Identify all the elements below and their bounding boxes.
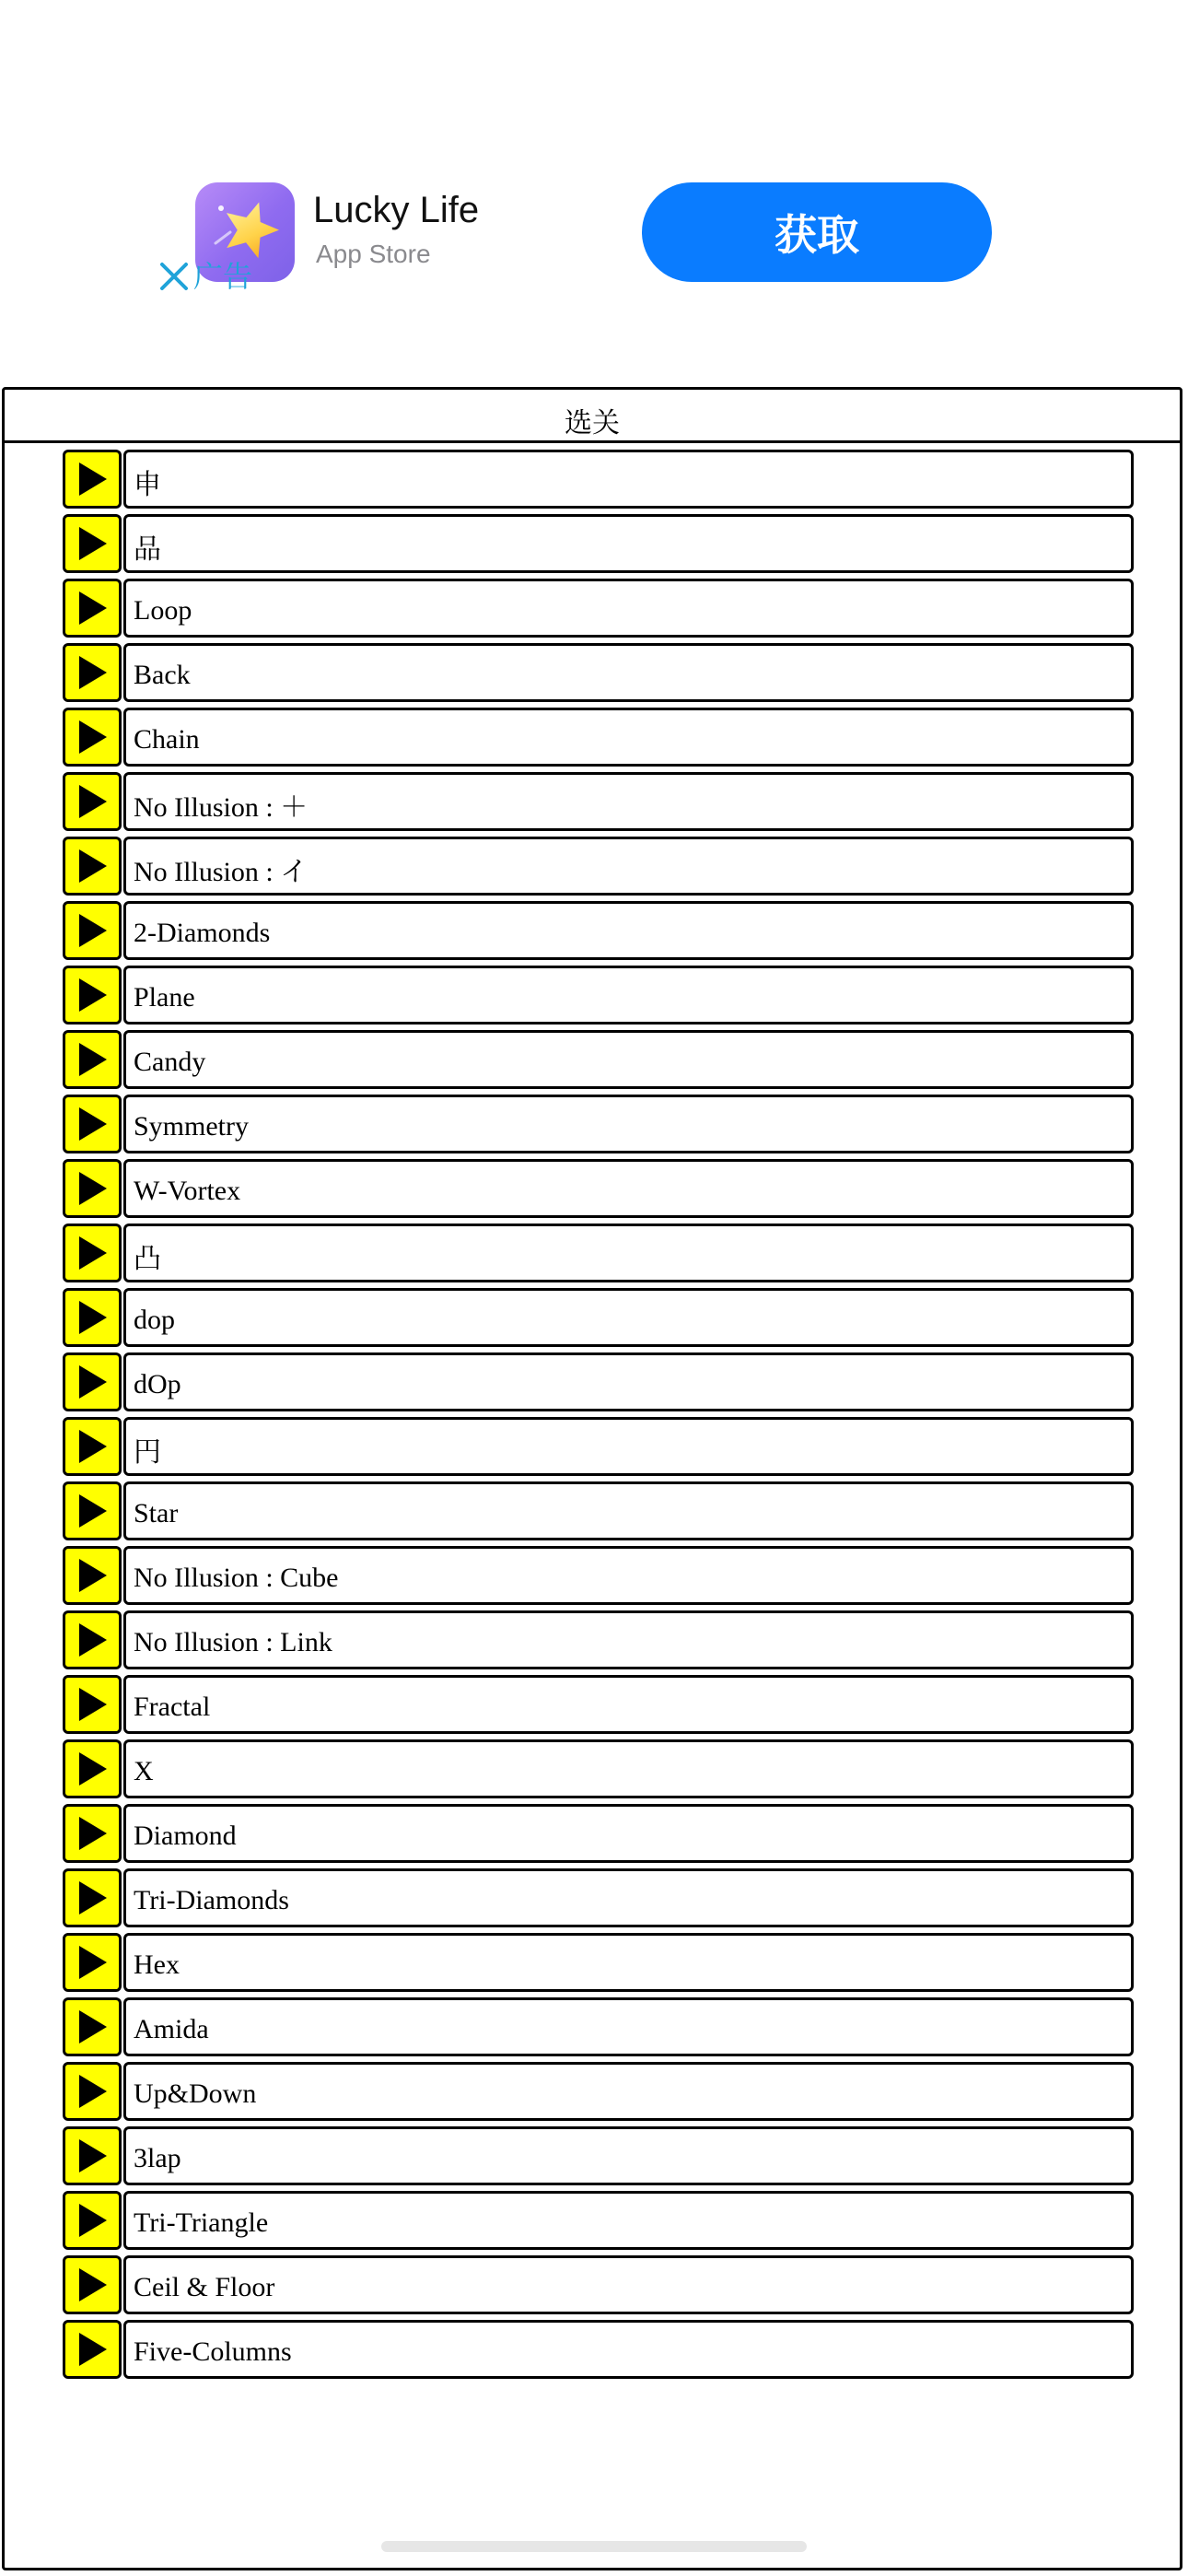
list-item[interactable] bbox=[63, 2255, 1134, 2320]
play-icon bbox=[76, 1557, 109, 1594]
level-name[interactable]: Loop bbox=[123, 579, 1134, 638]
play-button[interactable] bbox=[63, 2191, 122, 2250]
list-item[interactable] bbox=[63, 1739, 1134, 1804]
list-item[interactable] bbox=[63, 966, 1134, 1030]
play-icon bbox=[76, 525, 109, 562]
play-button[interactable] bbox=[63, 1159, 122, 1218]
play-button[interactable] bbox=[63, 1997, 122, 2056]
level-name[interactable]: Symmetry bbox=[123, 1095, 1134, 1153]
level-name[interactable]: Fractal bbox=[123, 1675, 1134, 1734]
play-button[interactable] bbox=[63, 1933, 122, 1992]
play-button[interactable] bbox=[63, 2255, 122, 2314]
play-button[interactable] bbox=[63, 2320, 122, 2379]
level-name[interactable]: 円 bbox=[123, 1417, 1134, 1476]
play-button[interactable] bbox=[63, 708, 122, 767]
level-name[interactable]: Plane bbox=[123, 966, 1134, 1025]
play-icon bbox=[76, 590, 109, 626]
list-item[interactable] bbox=[63, 1804, 1134, 1868]
level-name[interactable]: Star bbox=[123, 1481, 1134, 1540]
play-icon bbox=[76, 1106, 109, 1142]
close-icon[interactable] bbox=[158, 261, 190, 292]
list-item[interactable] bbox=[63, 2320, 1134, 2384]
level-name[interactable]: Diamond bbox=[123, 1804, 1134, 1863]
play-icon bbox=[76, 977, 109, 1013]
list-item[interactable] bbox=[63, 2062, 1134, 2126]
play-button[interactable] bbox=[63, 1288, 122, 1347]
play-button[interactable] bbox=[63, 1546, 122, 1605]
level-name[interactable]: 3lap bbox=[123, 2126, 1134, 2185]
play-icon bbox=[76, 1493, 109, 1529]
play-button[interactable] bbox=[63, 514, 122, 573]
play-icon bbox=[76, 1686, 109, 1723]
play-button[interactable] bbox=[63, 772, 122, 831]
list-item[interactable] bbox=[63, 708, 1134, 772]
ad-label[interactable] bbox=[158, 258, 252, 295]
list-item[interactable] bbox=[63, 1675, 1134, 1739]
level-select-panel bbox=[2, 387, 1182, 2570]
get-button[interactable]: 获取 bbox=[642, 182, 992, 282]
page-title: 选关 bbox=[565, 407, 620, 439]
play-button[interactable] bbox=[63, 2062, 122, 2121]
list-item[interactable] bbox=[63, 837, 1134, 901]
level-name[interactable]: Chain bbox=[123, 708, 1134, 767]
list-item[interactable] bbox=[63, 2126, 1134, 2191]
level-name[interactable]: No Illusion : Cube bbox=[123, 1546, 1134, 1605]
play-icon bbox=[76, 1235, 109, 1271]
play-icon bbox=[76, 2073, 109, 2110]
play-button[interactable] bbox=[63, 1030, 122, 1089]
play-button[interactable] bbox=[63, 837, 122, 896]
level-name[interactable]: Tri-Triangle bbox=[123, 2191, 1134, 2250]
play-icon bbox=[76, 719, 109, 755]
play-icon bbox=[76, 2331, 109, 2368]
list-item[interactable] bbox=[63, 1095, 1134, 1159]
level-name[interactable]: dOp bbox=[123, 1352, 1134, 1411]
level-name[interactable]: Hex bbox=[123, 1933, 1134, 1992]
play-icon bbox=[76, 1622, 109, 1658]
list-item[interactable] bbox=[63, 1610, 1134, 1675]
level-name[interactable]: Tri-Diamonds bbox=[123, 1868, 1134, 1927]
play-icon bbox=[76, 654, 109, 691]
list-item[interactable] bbox=[63, 1546, 1134, 1610]
list-item[interactable] bbox=[63, 643, 1134, 708]
level-list bbox=[63, 450, 1134, 2384]
play-button[interactable] bbox=[63, 1352, 122, 1411]
play-icon bbox=[76, 912, 109, 949]
list-item[interactable] bbox=[63, 1417, 1134, 1481]
level-name[interactable]: 申 bbox=[123, 450, 1134, 509]
list-item[interactable] bbox=[63, 2191, 1134, 2255]
level-name[interactable]: Candy bbox=[123, 1030, 1134, 1089]
play-button[interactable] bbox=[63, 1417, 122, 1476]
list-item[interactable] bbox=[63, 1224, 1134, 1288]
level-name[interactable]: No Illusion : イ bbox=[123, 837, 1134, 896]
play-icon bbox=[76, 2266, 109, 2303]
list-item[interactable] bbox=[63, 1933, 1134, 1997]
play-button[interactable] bbox=[63, 1481, 122, 1540]
play-button[interactable] bbox=[63, 2126, 122, 2185]
play-icon bbox=[76, 1299, 109, 1336]
app-name[interactable]: Lucky Life bbox=[313, 190, 480, 230]
list-item[interactable] bbox=[63, 1481, 1134, 1546]
star-icon bbox=[212, 195, 282, 265]
list-item[interactable] bbox=[63, 901, 1134, 966]
play-icon bbox=[76, 1364, 109, 1400]
list-item[interactable] bbox=[63, 514, 1134, 579]
level-name[interactable]: Up&Down bbox=[123, 2062, 1134, 2121]
level-name[interactable]: No Illusion : Link bbox=[123, 1610, 1134, 1669]
level-name[interactable]: No Illusion : ＋ bbox=[123, 772, 1134, 831]
level-name[interactable]: Back bbox=[123, 643, 1134, 702]
play-icon bbox=[76, 1879, 109, 1916]
play-button[interactable] bbox=[63, 1868, 122, 1927]
play-icon bbox=[76, 2202, 109, 2239]
panel-header bbox=[5, 390, 1180, 443]
level-name[interactable]: X bbox=[123, 1739, 1134, 1798]
play-icon bbox=[76, 783, 109, 820]
level-name[interactable]: Five-Columns bbox=[123, 2320, 1134, 2379]
play-icon bbox=[76, 848, 109, 884]
home-indicator[interactable] bbox=[381, 2541, 807, 2552]
level-name[interactable]: 凸 bbox=[123, 1224, 1134, 1282]
level-name[interactable]: Ceil & Floor bbox=[123, 2255, 1134, 2314]
play-button[interactable] bbox=[63, 1675, 122, 1734]
play-button[interactable] bbox=[63, 966, 122, 1025]
app-store-label: App Store bbox=[316, 240, 431, 268]
play-icon bbox=[76, 461, 109, 498]
ad-label-text: 广告 bbox=[193, 259, 253, 294]
list-item[interactable] bbox=[63, 1352, 1134, 1417]
play-button[interactable] bbox=[63, 579, 122, 638]
play-button[interactable] bbox=[63, 901, 122, 960]
level-name[interactable]: Amida bbox=[123, 1997, 1134, 2056]
play-icon bbox=[76, 1944, 109, 1981]
play-icon bbox=[76, 1041, 109, 1078]
play-icon bbox=[76, 1428, 109, 1465]
level-name[interactable]: W-Vortex bbox=[123, 1159, 1134, 1218]
play-icon bbox=[76, 1170, 109, 1207]
list-item[interactable] bbox=[63, 772, 1134, 837]
list-item[interactable] bbox=[63, 579, 1134, 643]
list-item[interactable] bbox=[63, 1997, 1134, 2062]
level-name[interactable]: 品 bbox=[123, 514, 1134, 573]
play-button[interactable] bbox=[63, 1095, 122, 1153]
play-icon bbox=[76, 2137, 109, 2174]
level-name[interactable]: dop bbox=[123, 1288, 1134, 1347]
list-item[interactable] bbox=[63, 1288, 1134, 1352]
play-icon bbox=[76, 1815, 109, 1852]
play-icon bbox=[76, 1751, 109, 1787]
ad-banner[interactable] bbox=[0, 0, 1188, 369]
play-button[interactable] bbox=[63, 1804, 122, 1863]
list-item[interactable] bbox=[63, 1030, 1134, 1095]
list-item[interactable] bbox=[63, 1159, 1134, 1224]
list-item[interactable] bbox=[63, 450, 1134, 514]
level-name[interactable]: 2-Diamonds bbox=[123, 901, 1134, 960]
play-button[interactable] bbox=[63, 1610, 122, 1669]
play-button[interactable] bbox=[63, 450, 122, 509]
list-item[interactable] bbox=[63, 1868, 1134, 1933]
play-button[interactable] bbox=[63, 643, 122, 702]
play-button[interactable] bbox=[63, 1224, 122, 1282]
play-button[interactable] bbox=[63, 1739, 122, 1798]
play-icon bbox=[76, 2008, 109, 2045]
